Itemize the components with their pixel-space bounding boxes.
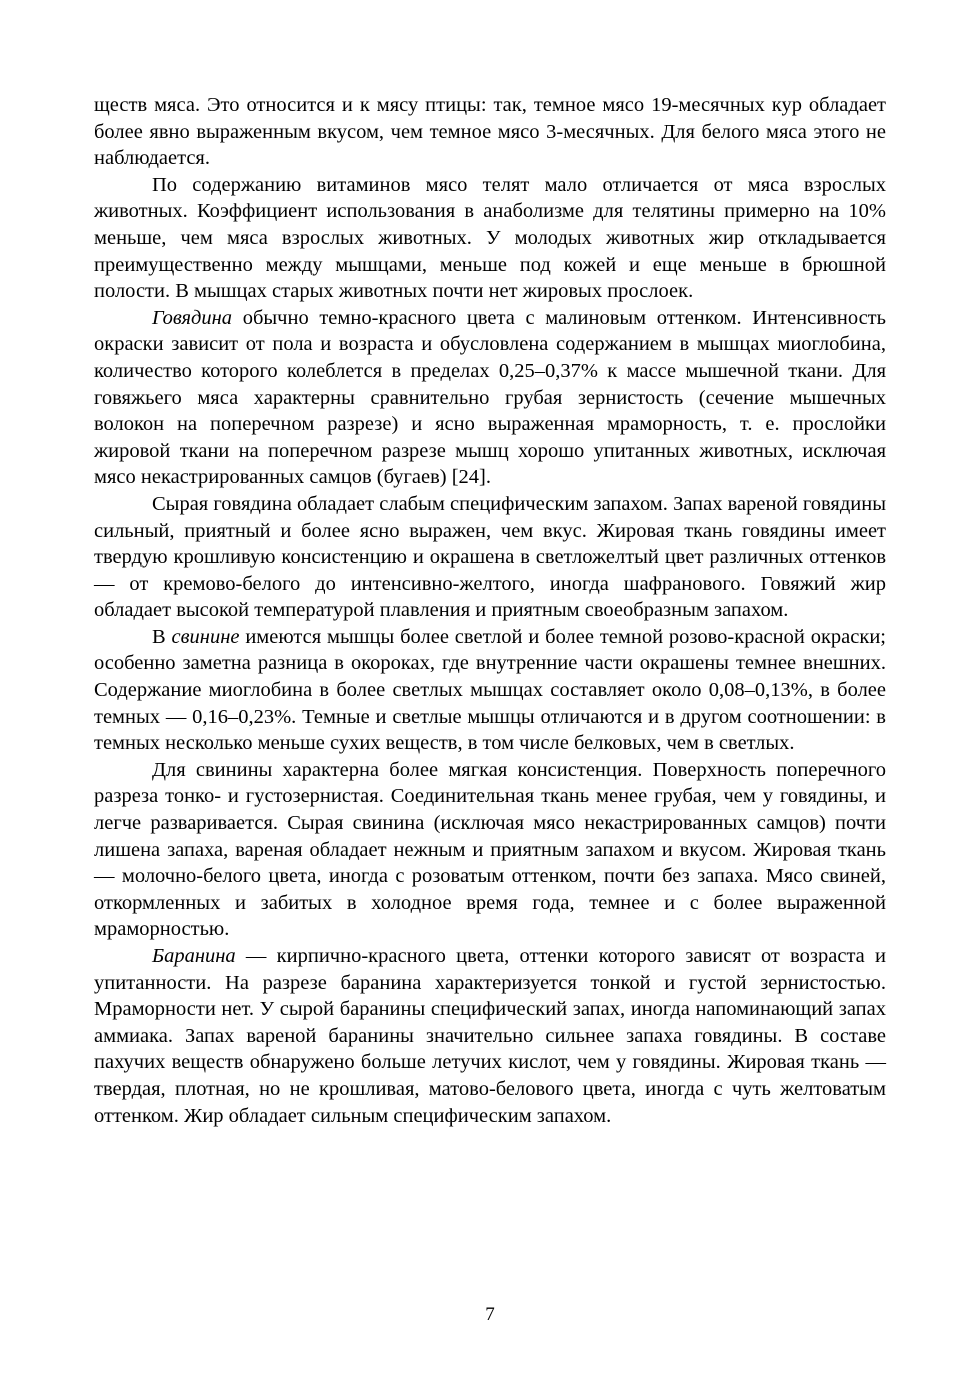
paragraph-raw-beef xyxy=(94,491,886,624)
paragraph-veal-vitamins xyxy=(94,172,886,305)
paragraph-text: обычно темно-красного цвета с малиновым оттенком. Интенсивность окраски зависит от пола и возраста и обусловлена содержанием в мышцах миоглобина, количество которого колеблется в пределах 0,25–0,37% к массе мышечной ткани. Для говяжьего мяса характерны сравнительно грубая зернистость (сечение мышечных волокон на поперечном разрезе) и ясно выраженная мраморность, т. е. прослойки жировой ткани на поперечном разрезе мышц хорошо упитанных животных, исключая мясо некастрированных самцов (бугаев) [24]. xyxy=(94,306,886,489)
paragraph-mutton xyxy=(94,943,886,1129)
term-mutton: Баранина xyxy=(152,945,236,967)
paragraph-beef xyxy=(94,305,886,491)
paragraph-text: Для свинины характерна более мягкая консистенция. Поверхность поперечного разреза тонко- и густозернистая. Соединительная ткань менее грубая, чем у говядины, и легче разваривается. Сырая свинина (исключая мясо некастрированных самцов) почти лишена запаха, вареная обладает нежным и приятным запахом и вкусом. Жировая ткань — молочно-белого цвета, иногда с розоватым оттенком, почти без запаха. Мясо свиней, откормленных и забитых в холодное время года, темнее и с более выраженной мраморностью. xyxy=(94,758,886,941)
paragraph-text: В xyxy=(152,625,172,648)
paragraph-text: Сырая говядина обладает слабым специфическим запахом. Запах вареной говядины сильный, приятный и более ясно выражен, чем вкус. Жировая ткань говядины имеет твердую крошливую консистенцию и окрашена в светложелтый цвет различных оттенков — от кремово-белого до интенсивно-желтого, иногда шафранового. Говяжий жир обладает высокой температурой плавления и приятным своеобразным запахом. xyxy=(94,492,886,622)
term-pork: свинине xyxy=(171,625,240,648)
page-number: 7 xyxy=(485,1304,495,1325)
term-beef: Говядина xyxy=(152,306,233,329)
paragraph-text: — кирпично-красного цвета, оттенки которого зависят от возраста и упитанности. На разрезе баранина характеризуется тонкой и густой зернистостью. Мраморности нет. У сырой баранины специфический запах, иногда напоминающий запах аммиака. Запах вареной баранины значительно сильнее запаха говядины. В составе пахучих веществ обнаружено больше летучих кислот, чем у говядины. Жировая ткань — твердая, плотная, но не крошливая, матово-белового цвета, иногда с чуть желтоватым оттенком. Жир обладает сильным специфическим запахом. xyxy=(94,945,886,1127)
paragraph-text: имеются мышцы более светлой и более темной розово-красной окраски; особенно заметна разница в окороках, где внутренние части окрашены темнее внешних. Содержание миоглобина в более светлых мышцах составляет около 0,08–0,13%, в более темных — 0,16–0,23%. Темные и светлые мышцы отличаются и в другом соотношении: в темных несколько меньше сухих веществ, в том числе белковых, чем в светлых. xyxy=(94,625,886,755)
paragraph-text: ществ мяса. Это относится и к мясу птицы: так, темное мясо 19-месячных кур обладает более явно выраженным вкусом, чем темное мясо 3-месячных. Для белого мяса этого не наблюдается. xyxy=(94,94,886,170)
paragraph-text: По содержанию витаминов мясо телят мало отличается от мяса взрослых животных. Коэффициент использования в анаболизме для телятины примерно на 10% меньше, чем мяса взрослых животных. У молодых животных жир откладывается преимущественно между мышцами, меньше под кожей и еще меньше в брюшной полости. В мышцах старых животных почти нет жировых прослоек. xyxy=(94,173,886,303)
paragraph-poultry-flavor xyxy=(94,92,886,172)
paragraph-pork xyxy=(94,624,886,757)
paragraph-pork-texture xyxy=(94,757,886,943)
body-text xyxy=(94,92,886,1129)
